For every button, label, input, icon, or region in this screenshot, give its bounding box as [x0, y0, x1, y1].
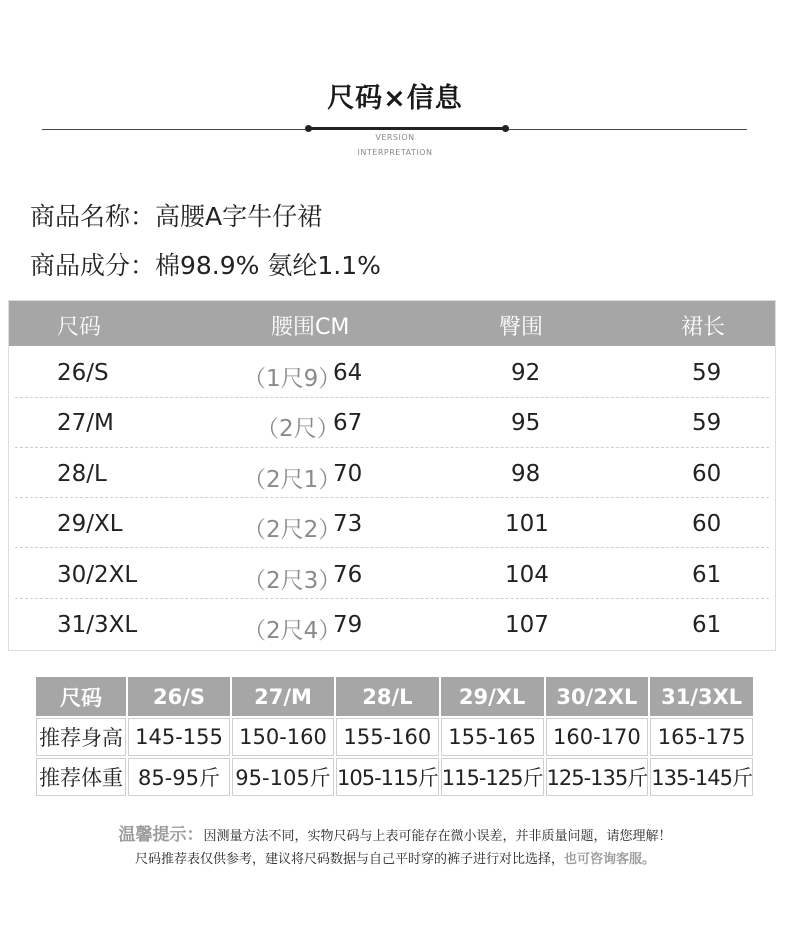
- row-hip: 107: [505, 612, 549, 638]
- row-waist: 67: [333, 410, 363, 436]
- row-length: 59: [692, 410, 722, 436]
- header-waist: 腰围CM: [271, 315, 350, 340]
- row-size: 29/XL: [57, 511, 123, 537]
- row-divider: [15, 598, 769, 599]
- row-size: 28/L: [57, 461, 107, 487]
- height-label: 推荐身高: [36, 718, 126, 756]
- row-hip: 101: [505, 511, 549, 537]
- weight-cell: 125-135斤: [546, 758, 649, 796]
- tip-contact: 也可咨询客服。: [564, 852, 656, 867]
- table-row: [9, 600, 775, 650]
- row-waist: 73: [333, 511, 363, 537]
- row-divider: [15, 547, 769, 548]
- table-row: [9, 499, 775, 549]
- row-size: 26/S: [57, 360, 109, 386]
- row-hip: 104: [505, 562, 549, 588]
- row-waist-note: （2尺4）: [243, 618, 342, 644]
- table-row: [9, 449, 775, 499]
- row-waist-note: （2尺）: [256, 416, 340, 442]
- row-waist-note: （2尺3）: [243, 568, 342, 594]
- header-size: 尺码: [57, 315, 102, 340]
- row-length: 61: [692, 612, 722, 638]
- height-cell: 155-160: [336, 718, 439, 756]
- row-length: 60: [692, 511, 722, 537]
- title-divider-dot-left: [305, 125, 312, 132]
- table-row: [9, 550, 775, 600]
- row-size: 27/M: [57, 410, 114, 436]
- weight-label: 推荐体重: [36, 758, 126, 796]
- tip-text-2: 尺码推荐表仅供参考，建议将尺码数据与自己平时穿的裤子进行对比选择，: [134, 852, 564, 867]
- header-hip: 臀围: [499, 315, 544, 340]
- height-cell: 155-165: [441, 718, 544, 756]
- height-cell: 160-170: [546, 718, 649, 756]
- title-divider-bar: [309, 127, 505, 130]
- height-cell: 145-155: [128, 718, 230, 756]
- weight-cell: 115-125斤: [441, 758, 544, 796]
- row-waist-note: （2尺2）: [243, 517, 342, 543]
- product-name: 商品名称：高腰A字牛仔裙: [30, 202, 323, 231]
- size-recommendation-table: [34, 675, 755, 798]
- size-head-label: 尺码: [36, 677, 126, 716]
- table-row: [9, 348, 775, 398]
- header-length: 裙长: [681, 315, 726, 340]
- row-divider: [15, 447, 769, 448]
- weight-cell: 95-105斤: [232, 758, 334, 796]
- size-head-cell: 29/XL: [441, 677, 544, 716]
- size-head-cell: 28/L: [336, 677, 439, 716]
- title-divider-dot-right: [502, 125, 509, 132]
- subtitle-interpretation: INTERPRETATION: [357, 148, 433, 157]
- size-head-cell: 31/3XL: [650, 677, 753, 716]
- height-cell: 165-175: [650, 718, 753, 756]
- row-waist: 70: [333, 461, 363, 487]
- row-length: 60: [692, 461, 722, 487]
- row-size: 31/3XL: [57, 612, 138, 638]
- height-row: [36, 718, 753, 756]
- row-waist-note: （2尺1）: [243, 467, 342, 493]
- subtitle-version: VERSION: [375, 133, 415, 142]
- row-waist: 79: [333, 612, 363, 638]
- product-composition: 商品成分：棉98.9% 氨纶1.1%: [30, 251, 381, 280]
- height-cell: 150-160: [232, 718, 334, 756]
- weight-cell: 105-115斤: [336, 758, 439, 796]
- row-hip: 98: [511, 461, 541, 487]
- tip-line-1: [0, 820, 790, 845]
- page-title: 尺码×信息: [327, 83, 463, 114]
- row-waist: 64: [333, 360, 363, 386]
- tip-line-2: [0, 848, 790, 867]
- tip-lead: 温馨提示：: [118, 825, 204, 845]
- row-hip: 92: [511, 360, 541, 386]
- row-size: 30/2XL: [57, 562, 138, 588]
- measurement-table: [8, 300, 776, 651]
- tip-text-1: 因测量方法不同，实物尺码与上表可能存在微小误差，并非质量问题，请您理解！: [203, 829, 672, 844]
- weight-cell: 135-145斤: [650, 758, 753, 796]
- size-head-cell: 30/2XL: [546, 677, 649, 716]
- size-head-cell: 27/M: [232, 677, 334, 716]
- row-waist: 76: [333, 562, 363, 588]
- table-row: [9, 398, 775, 448]
- size-head-cell: 26/S: [128, 677, 230, 716]
- row-length: 59: [692, 360, 722, 386]
- row-length: 61: [692, 562, 722, 588]
- measurement-table-header: [9, 301, 775, 346]
- row-hip: 95: [511, 410, 541, 436]
- row-divider: [15, 497, 769, 498]
- size-row: [36, 677, 753, 716]
- weight-row: [36, 758, 753, 796]
- weight-cell: 85-95斤: [128, 758, 230, 796]
- row-waist-note: （1尺9）: [243, 366, 342, 392]
